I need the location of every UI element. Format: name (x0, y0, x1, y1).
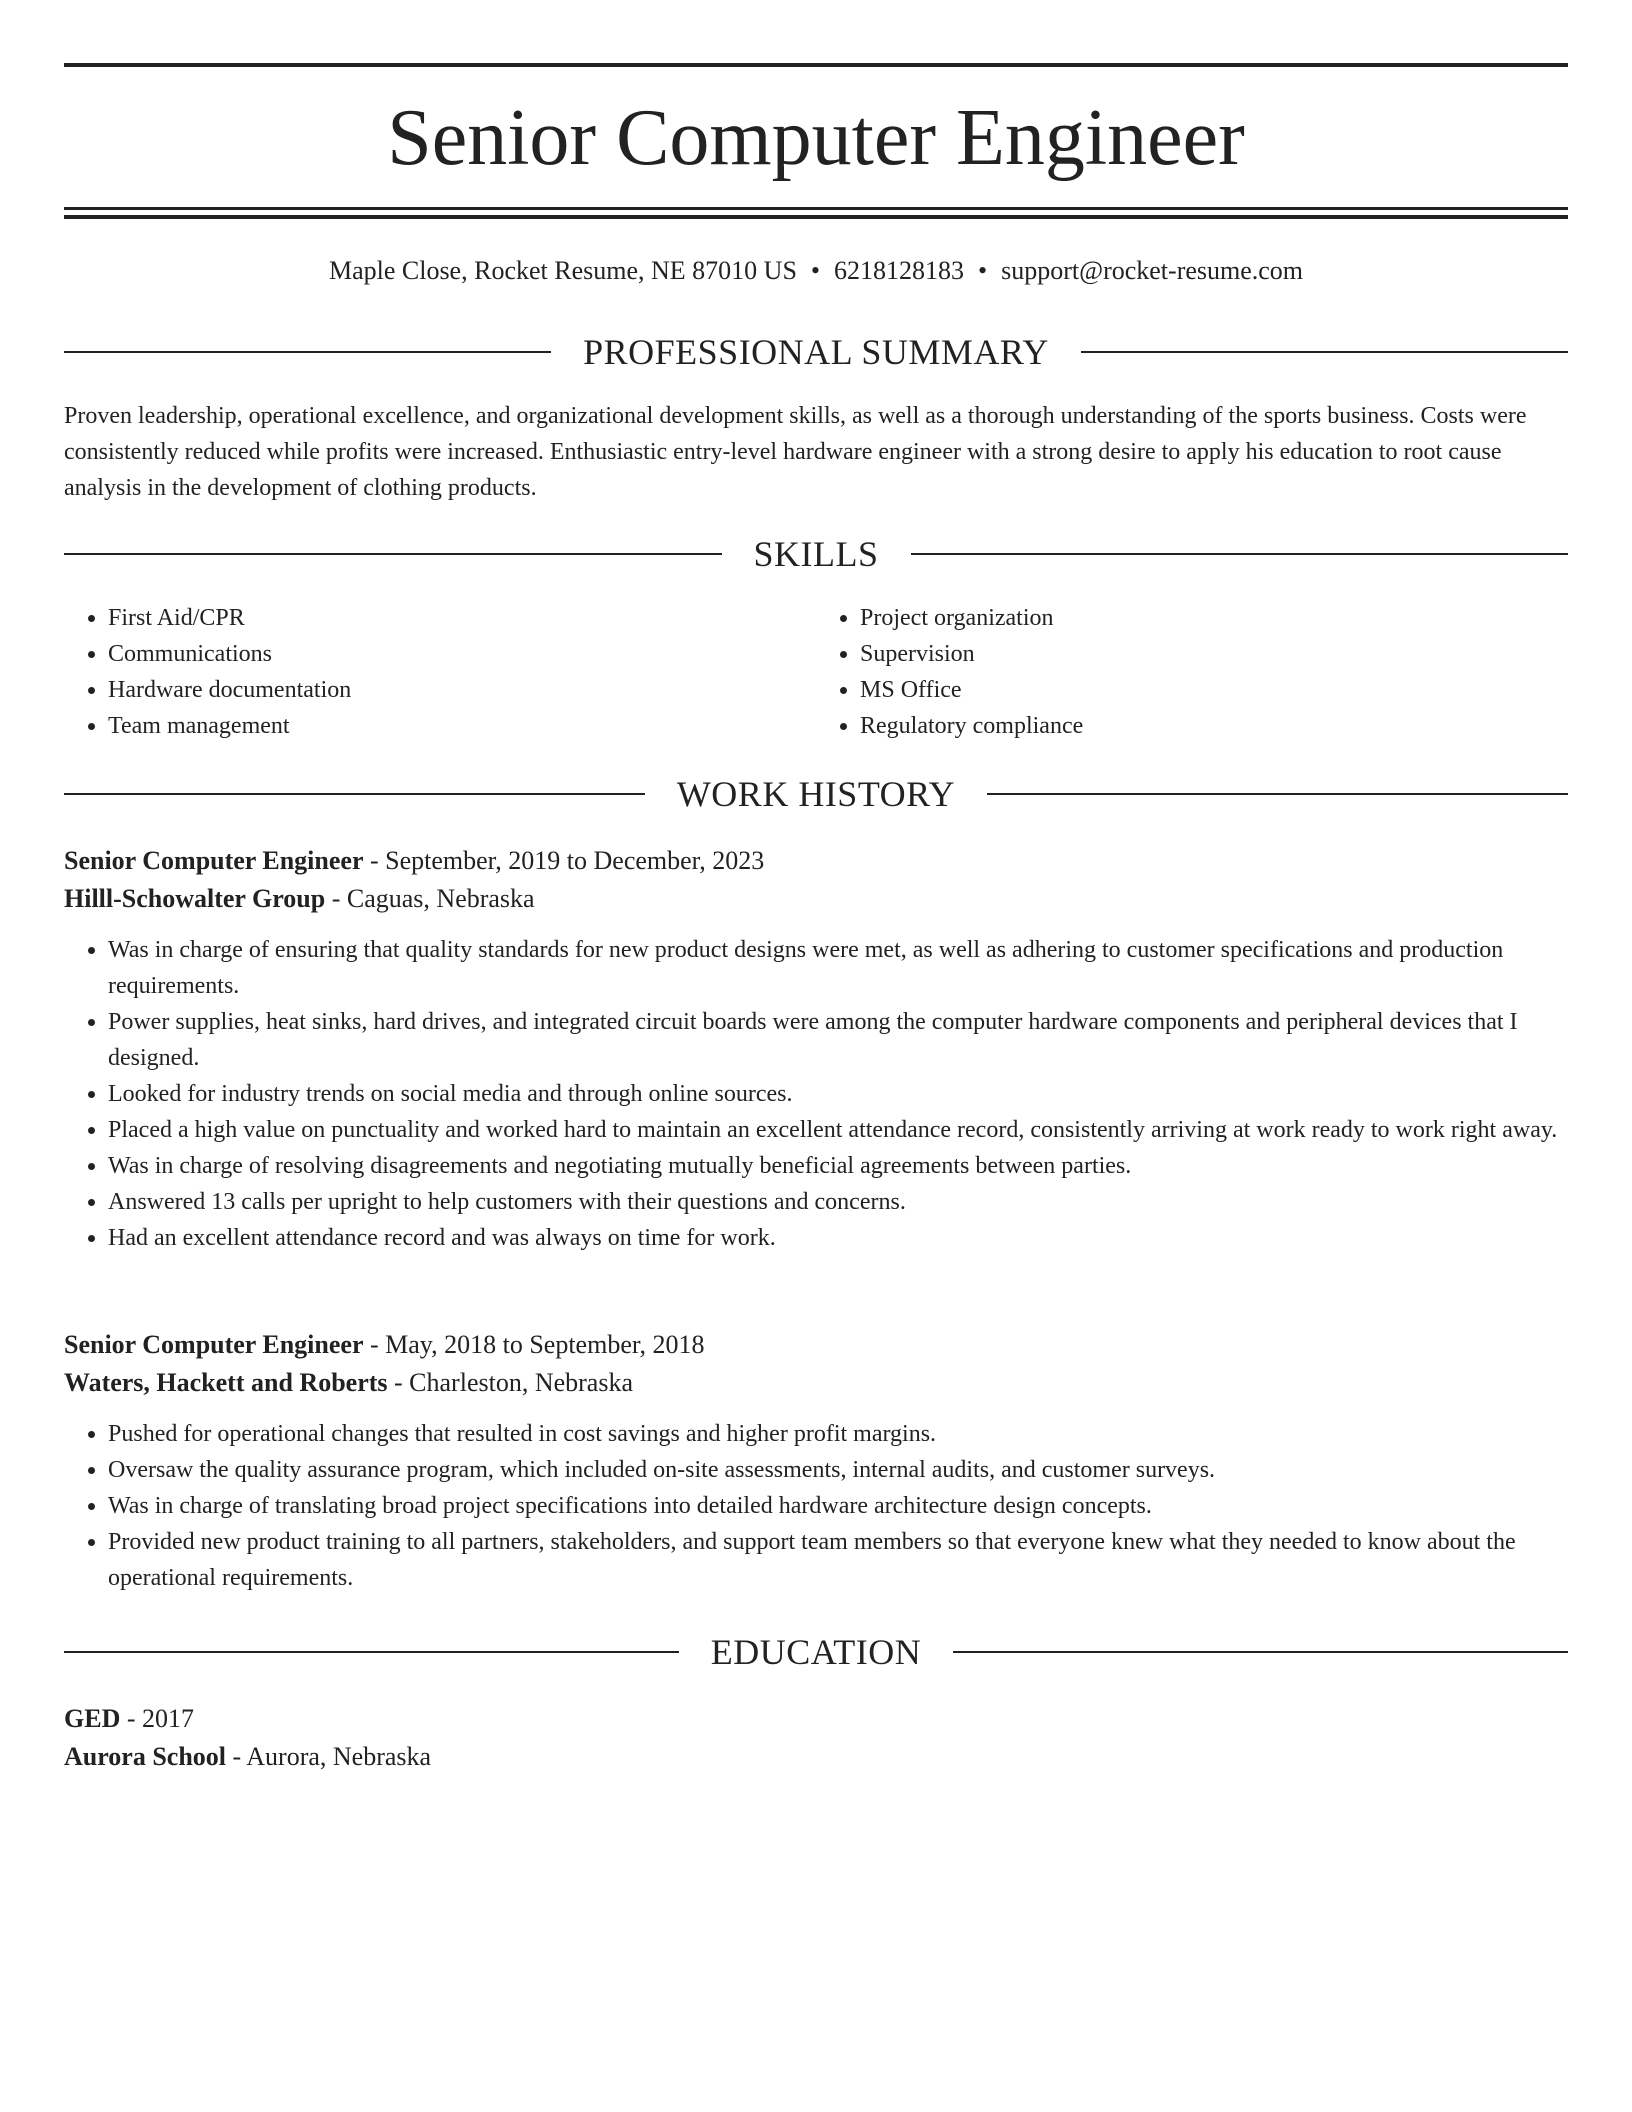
section-title: WORK HISTORY (676, 774, 956, 814)
job-dates: - September, 2019 to December, 2023 (369, 846, 765, 875)
summary-heading (64, 330, 1568, 374)
skill-item: • First Aid/CPR (108, 600, 816, 636)
education-school-line (64, 1738, 1568, 1776)
job-entry (64, 842, 1568, 1256)
list-item: • Was in charge of resolving disagreements and negotiating mutually beneficial agreements between parties. (108, 1148, 1568, 1184)
heading-rule-left (64, 1651, 679, 1653)
job-bullets (64, 932, 1568, 1256)
education-heading (64, 1630, 1568, 1674)
job-location: - Charleston, Nebraska (394, 1368, 633, 1397)
contact-separator: • (810, 256, 821, 285)
skill-item: • Team management (108, 708, 816, 744)
job-title: Senior Computer Engineer (64, 846, 364, 875)
title-rule-upper (64, 207, 1568, 210)
education-year: - 2017 (126, 1704, 195, 1733)
work-heading (64, 772, 1568, 816)
heading-rule-left (64, 793, 645, 795)
job-company-line (64, 1364, 1568, 1402)
list-item: • Was in charge of translating broad project specifications into detailed hardware architecture design concepts. (108, 1488, 1568, 1524)
summary-text: Proven leadership, operational excellence, and organizational development skills, as well as a thorough understanding of the sports business. Costs were consistently reduced while profits were increased. Enthusiastic entry-level hardware engineer with a strong desire to apply his education to root cause analysis in the development of clothing products. (64, 403, 1527, 501)
list-item: • Oversaw the quality assurance program, which included on-site assessments, internal audits, and customer surveys. (108, 1452, 1568, 1488)
education-entry (64, 1700, 1568, 1776)
job-dates: - May, 2018 to September, 2018 (369, 1330, 705, 1359)
education-degree-line (64, 1700, 1568, 1738)
skills-column-right (816, 600, 1568, 744)
education-location: - Aurora, Nebraska (232, 1742, 432, 1771)
job-company: Waters, Hackett and Roberts (64, 1368, 388, 1397)
job-title: Senior Computer Engineer (64, 1330, 364, 1359)
contact-phone: 6218128183 (834, 256, 965, 285)
skill-item: • Project organization (860, 600, 1568, 636)
education-degree: GED (64, 1704, 121, 1733)
job-company: Hilll-Schowalter Group (64, 884, 326, 913)
job-company-line (64, 880, 1568, 918)
skills-list (64, 600, 1568, 744)
section-title: SKILLS (753, 534, 879, 574)
skill-item: • Regulatory compliance (860, 708, 1568, 744)
top-rule (64, 63, 1568, 67)
heading-rule-right (1081, 351, 1568, 353)
skill-item: • Supervision (860, 636, 1568, 672)
job-location: - Caguas, Nebraska (331, 884, 535, 913)
list-item: • Provided new product training to all partners, stakeholders, and support team members so that everyone knew what they needed to know about the operational requirements. (108, 1524, 1568, 1596)
contact-line (64, 252, 1568, 290)
job-title-line (64, 842, 1568, 880)
skill-item: • Hardware documentation (108, 672, 816, 708)
skills-column-left (64, 600, 816, 744)
skill-item: • Communications (108, 636, 816, 672)
heading-rule-right (911, 553, 1569, 555)
skills-heading (64, 532, 1568, 576)
resume-title: Senior Computer Engineer (387, 94, 1245, 182)
list-item: • Had an excellent attendance record and was always on time for work. (108, 1220, 1568, 1256)
contact-email: support@rocket-resume.com (1001, 256, 1304, 285)
skill-item: • MS Office (860, 672, 1568, 708)
job-title-line (64, 1326, 1568, 1364)
list-item: • Pushed for operational changes that resulted in cost savings and higher profit margins. (108, 1416, 1568, 1452)
list-item: • Looked for industry trends on social media and through online sources. (108, 1076, 1568, 1112)
section-title: PROFESSIONAL SUMMARY (583, 332, 1049, 372)
heading-rule-left (64, 351, 551, 353)
heading-rule-left (64, 553, 722, 555)
job-entry (64, 1326, 1568, 1596)
list-item: • Was in charge of ensuring that quality standards for new product designs were met, as well as adhering to customer specifications and production requirements. (108, 932, 1568, 1004)
heading-rule-right (953, 1651, 1568, 1653)
list-item: • Answered 13 calls per upright to help customers with their questions and concerns. (108, 1184, 1568, 1220)
contact-separator: • (978, 256, 988, 285)
contact-address: Maple Close, Rocket Resume, NE 87010 US (328, 256, 797, 285)
heading-rule-right (987, 793, 1568, 795)
list-item: • Placed a high value on punctuality and worked hard to maintain an excellent attendance record, consistently arriving at work ready to work right away. (108, 1112, 1568, 1148)
education-school: Aurora School (64, 1742, 227, 1771)
job-bullets (64, 1416, 1568, 1596)
list-item: • Power supplies, heat sinks, hard drives, and integrated circuit boards were among the computer hardware components and peripheral devices that I designed. (108, 1004, 1568, 1076)
section-title: EDUCATION (710, 1632, 922, 1672)
title-rule-lower (64, 215, 1568, 219)
